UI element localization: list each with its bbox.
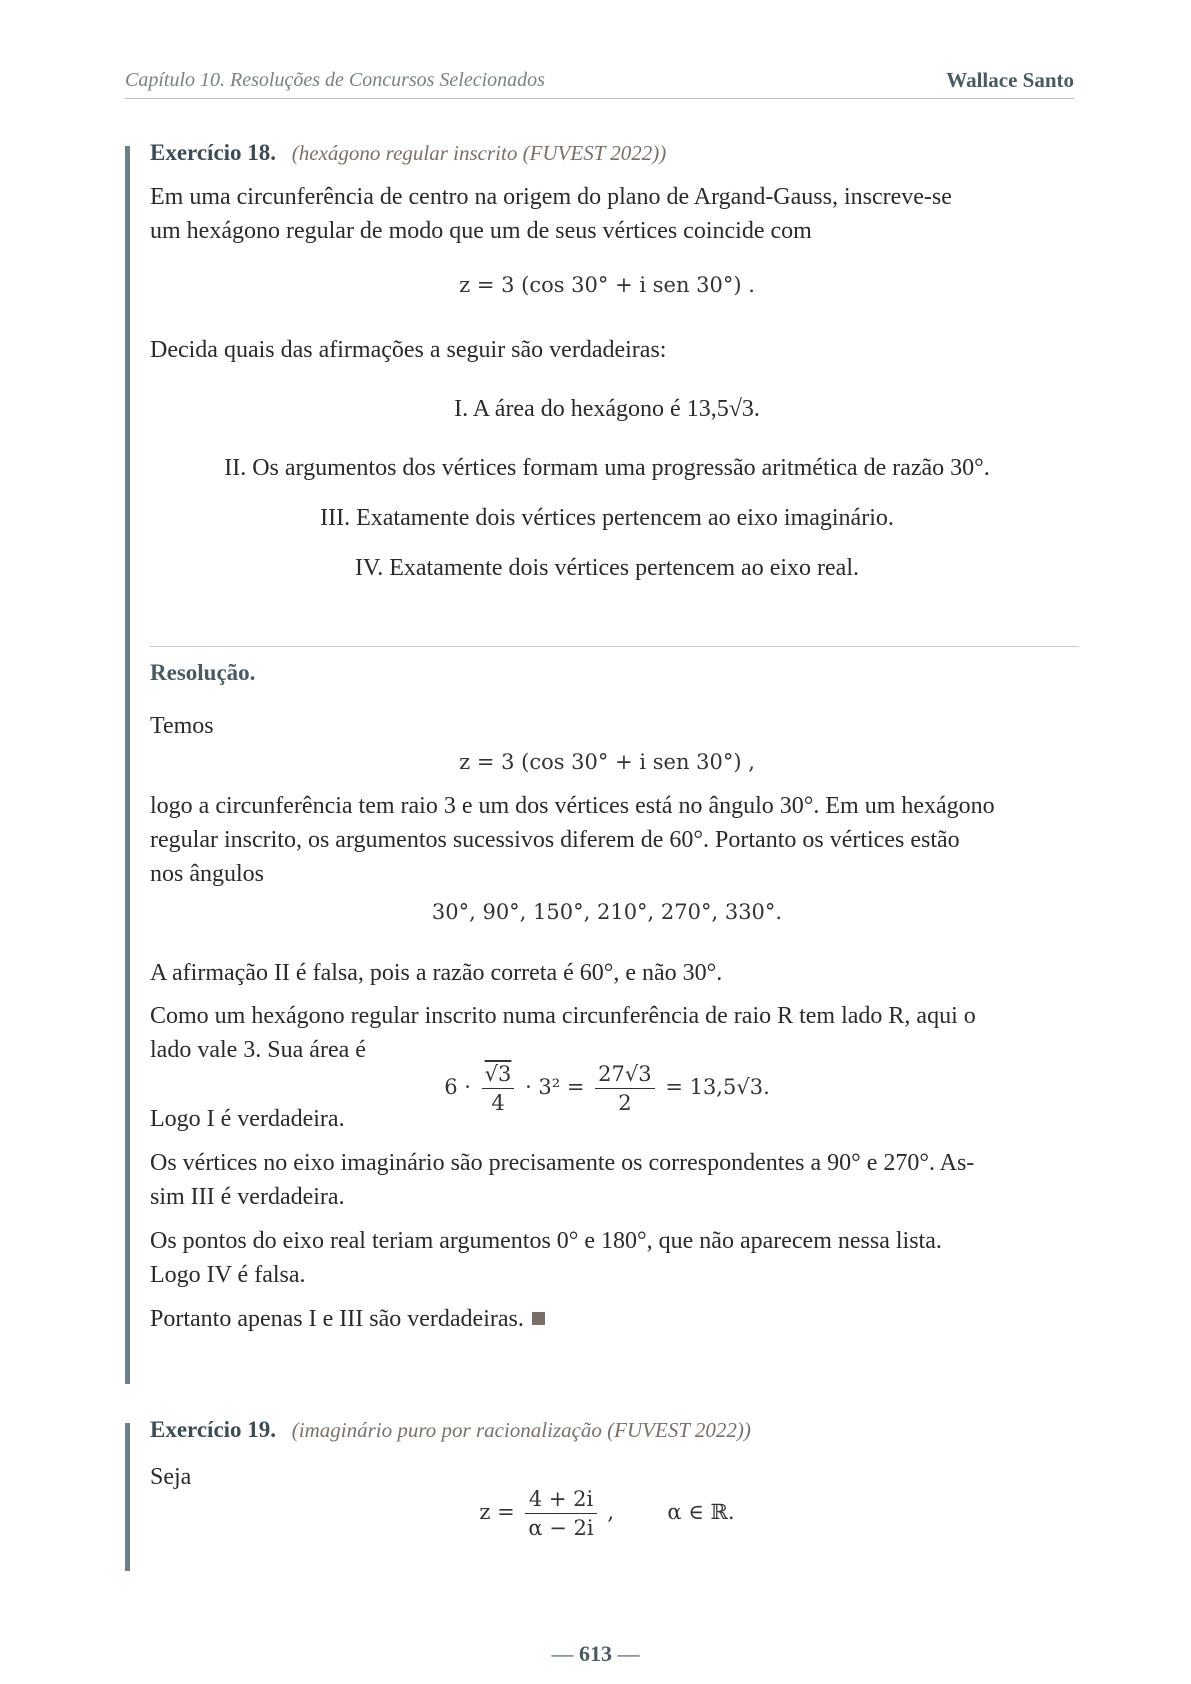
- resolution-title: Resolução.: [150, 660, 256, 685]
- exercise-18-formula-z: z = 3 (cos 30° + i sen 30°) .: [459, 273, 755, 297]
- resolution-para-1-line-3: nos ângulos: [150, 861, 264, 887]
- statement-1: I. A área do hexágono é 13,5√3.: [454, 396, 760, 422]
- resolution-para-5-line-1: Os vértices no eixo imaginário são precisamente os correspondentes a 90° e 270°. As-: [150, 1150, 975, 1176]
- resolution-para-3-line-2: lado vale 3. Sua área é: [150, 1037, 366, 1063]
- resolution-para-3-line-1: Como um hexágono regular inscrito numa circunferência de raio R tem lado R, aqui o: [150, 1003, 976, 1029]
- exercise-18-intro-line-1: Em uma circunferência de centro na origem do plano de Argand-Gauss, inscreve-se: [150, 184, 952, 210]
- qed-square-icon: [532, 1312, 545, 1325]
- resolution-para-1-line-1: logo a circunferência tem raio 3 e um dos vértices está no ângulo 30°. Em um hexágono: [150, 793, 995, 819]
- resolution-para-5-line-2: sim III é verdadeira.: [150, 1184, 345, 1210]
- area-prefix: 6 ·: [444, 1075, 471, 1099]
- exercise-19-fraction: [525, 1485, 596, 1542]
- footer-dash-left: —: [551, 1641, 574, 1666]
- exercise-18-subtitle: (hexágono regular inscrito (FUVEST 2022)): [291, 141, 667, 165]
- exercise-18-intro-line-2: um hexágono regular de modo que um de seus vértices coincide com: [150, 218, 812, 244]
- exercise-18-prompt: Decida quais das afirmações a seguir são verdadeiras:: [150, 337, 667, 363]
- resolution-divider: [150, 646, 1079, 647]
- resolution-formula-z: z = 3 (cos 30° + i sen 30°) ,: [459, 750, 755, 774]
- exercise-19-seja: Seja: [150, 1464, 192, 1490]
- exercise-18-title: Exercício 18.: [150, 140, 277, 165]
- exercise-18-box: [125, 140, 1079, 1384]
- statement-3: III. Exatamente dois vértices pertencem ao eixo imaginário.: [320, 505, 894, 531]
- area-fraction-2: [595, 1060, 654, 1117]
- resolution-para-4: Logo I é verdadeira.: [150, 1106, 345, 1132]
- resolution-para-6-line-1: Os pontos do eixo real teriam argumentos 0° e 180°, que não aparecem nessa lista.: [150, 1228, 942, 1254]
- conclusion-text: Portanto apenas I e III são verdadeiras.: [150, 1306, 524, 1332]
- exercise-19-z-prefix: z =: [479, 1500, 515, 1524]
- author-name: Wallace Santo: [946, 68, 1074, 92]
- page-header: [125, 66, 1074, 99]
- area-fraction-2-numerator: 27√3: [595, 1060, 654, 1089]
- page-number: 613: [579, 1641, 612, 1666]
- footer-dash-right: —: [617, 1641, 640, 1666]
- exercise-19-formula: [130, 1485, 1084, 1542]
- area-fraction-2-denominator: 2: [618, 1091, 632, 1115]
- exercise-19-title: Exercício 19.: [150, 1417, 277, 1442]
- resolution-conclusion: [150, 1302, 545, 1337]
- exercise-19-denominator: α − 2i: [528, 1516, 594, 1540]
- exercise-19-subtitle: (imaginário puro por racionalização (FUVEST 2022)): [291, 1418, 751, 1442]
- exercise-18-heading: [150, 140, 666, 166]
- exercise-19-heading: [150, 1417, 751, 1443]
- exercise-19-suffix: , α ∈ ℝ.: [607, 1500, 735, 1524]
- exercise-19-numerator: 4 + 2i: [525, 1485, 596, 1514]
- resolution-para-2: A afirmação II é falsa, pois a razão correta é 60°, e não 30°.: [150, 960, 723, 986]
- area-result: = 13,5√3.: [665, 1075, 770, 1099]
- statement-2: II. Os argumentos dos vértices formam uma progressão aritmética de razão 30°.: [224, 455, 990, 481]
- chapter-title: Capítulo 10. Resoluções de Concursos Selecionados: [125, 69, 545, 91]
- area-fraction-1: [482, 1060, 515, 1117]
- page-footer: [0, 1641, 1191, 1667]
- area-fraction-1-numerator: √3: [482, 1060, 515, 1089]
- exercise-19-box: [125, 1417, 1079, 1571]
- resolution-para-1-line-2: regular inscrito, os argumentos sucessivos diferem de 60°. Portanto os vértices estão: [150, 827, 960, 853]
- resolution-para-6-line-2: Logo IV é falsa.: [150, 1262, 306, 1288]
- statement-4: IV. Exatamente dois vértices pertencem ao eixo real.: [354, 555, 859, 581]
- resolution-temos: Temos: [150, 713, 214, 739]
- resolution-angles: 30°, 90°, 150°, 210°, 270°, 330°.: [431, 900, 783, 924]
- area-fraction-1-denominator: 4: [491, 1091, 505, 1115]
- area-middle: · 3² =: [525, 1075, 585, 1099]
